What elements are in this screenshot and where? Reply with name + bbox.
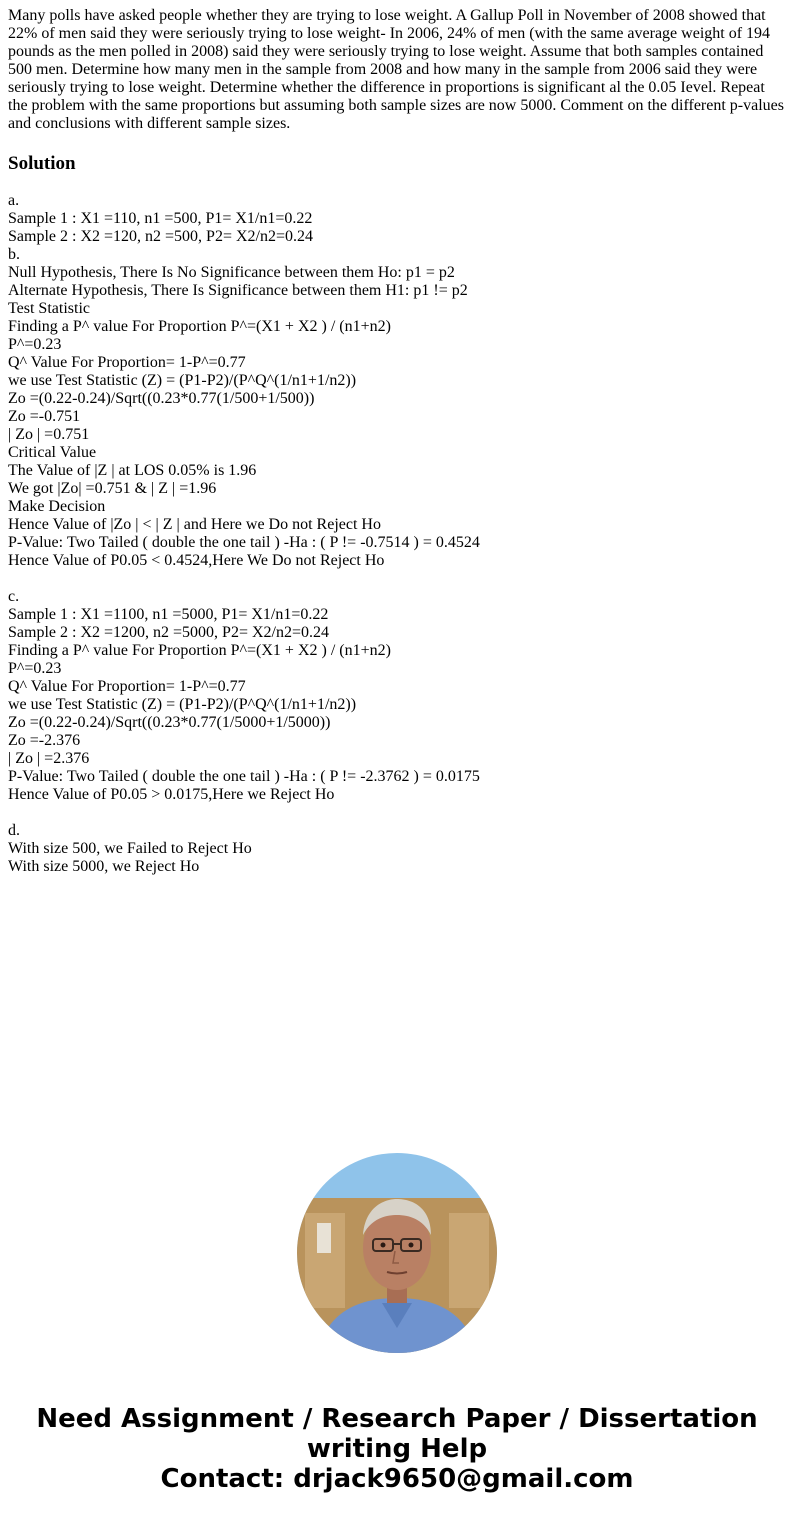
solution-line: b.	[8, 246, 20, 263]
solution-line: Hence Value of P0.05 > 0.0175,Here we Reject Ho	[8, 786, 335, 803]
solution-line: P^=0.23	[8, 660, 62, 677]
solution-line: we use Test Statistic (Z) = (P1-P2)/(P^Q^(1/n1+1/n2))	[8, 372, 357, 389]
solution-line: Alternate Hypothesis, There Is Significance between them H1: p1 != p2	[8, 282, 468, 299]
solution-line: a.	[8, 192, 20, 209]
solution-line: P^=0.23	[8, 336, 62, 353]
solution-line: Zo =-2.376	[8, 732, 81, 749]
solution-body	[8, 192, 786, 876]
solution-line	[8, 570, 786, 588]
promo-banner	[0, 1404, 794, 1494]
solution-line: With size 500, we Failed to Reject Ho	[8, 840, 252, 857]
solution-line: Test Statistic	[8, 300, 90, 317]
author-photo-icon	[297, 1153, 497, 1353]
solution-line: The Value of |Z | at LOS 0.05% is 1.96	[8, 462, 257, 479]
solution-line: Sample 1 : X1 =1100, n1 =5000, P1= X1/n1=0.22	[8, 606, 329, 623]
solution-line: c.	[8, 588, 20, 605]
solution-line: Q^ Value For Proportion= 1-P^=0.77	[8, 678, 246, 695]
solution-line: With size 5000, we Reject Ho	[8, 858, 200, 875]
solution-line: Finding a P^ value For Proportion P^=(X1 + X2 ) / (n1+n2)	[8, 642, 391, 659]
question-text: Many polls have asked people whether they are trying to lose weight. A Gallup Poll in November of 2008 showed that 22% of men said they were seriously trying to lose weight- In 2006, 24% of men (with the same average weight of 194 pounds as the men polled in 2008) said they were seriously trying to lose weight. Assume that both samples contained 500 men. Determine how many men in the sample from 2008 and how many in the sample from 2006 said they were seriously trying to lose weight. Determine whether the difference in proportions is significant al the 0.05 Ievel. Repeat the problem with the same proportions but assuming both sample sizes are now 5000. Comment on the different p-values and conclusions with different sample sizes.	[8, 7, 784, 132]
promo-contact: Contact: drjack9650@gmail.com	[160, 1464, 634, 1494]
solution-line: Finding a P^ value For Proportion P^=(X1 + X2 ) / (n1+n2)	[8, 318, 391, 335]
solution-heading: Solution	[8, 153, 76, 174]
solution-line: Sample 2 : X2 =120, n2 =500, P2= X2/n2=0.24	[8, 228, 313, 245]
solution-line: We got |Zo| =0.751 & | Z | =1.96	[8, 480, 217, 497]
solution-line: Zo =(0.22-0.24)/Sqrt((0.23*0.77(1/500+1/500))	[8, 390, 315, 407]
solution-line: | Zo | =0.751	[8, 426, 90, 443]
solution-line: P-Value: Two Tailed ( double the one tail ) -Ha : ( P != -2.3762 ) = 0.0175	[8, 768, 480, 785]
solution-line: Q^ Value For Proportion= 1-P^=0.77	[8, 354, 246, 371]
solution-line: Hence Value of P0.05 < 0.4524,Here We Do not Reject Ho	[8, 552, 385, 569]
solution-line: P-Value: Two Tailed ( double the one tail ) -Ha : ( P != -0.7514 ) = 0.4524	[8, 534, 480, 551]
author-avatar	[297, 1153, 497, 1353]
promo-line-2: writing Help	[306, 1434, 488, 1464]
solution-line: Sample 1 : X1 =110, n1 =500, P1= X1/n1=0.22	[8, 210, 313, 227]
solution-line: Null Hypothesis, There Is No Significance between them Ho: p1 = p2	[8, 264, 455, 281]
solution-line: Hence Value of |Zo | < | Z | and Here we Do not Reject Ho	[8, 516, 381, 533]
solution-line: | Zo | =2.376	[8, 750, 90, 767]
solution-line: Zo =-0.751	[8, 408, 81, 425]
solution-line: d.	[8, 822, 20, 839]
solution-line	[8, 804, 786, 822]
solution-line: Critical Value	[8, 444, 97, 461]
solution-line: Make Decision	[8, 498, 106, 515]
solution-line: Sample 2 : X2 =1200, n2 =5000, P2= X2/n2=0.24	[8, 624, 329, 641]
solution-line: Zo =(0.22-0.24)/Sqrt((0.23*0.77(1/5000+1/5000))	[8, 714, 331, 731]
promo-line-1: Need Assignment / Research Paper / Dissertation	[36, 1404, 758, 1434]
solution-line: we use Test Statistic (Z) = (P1-P2)/(P^Q^(1/n1+1/n2))	[8, 696, 357, 713]
